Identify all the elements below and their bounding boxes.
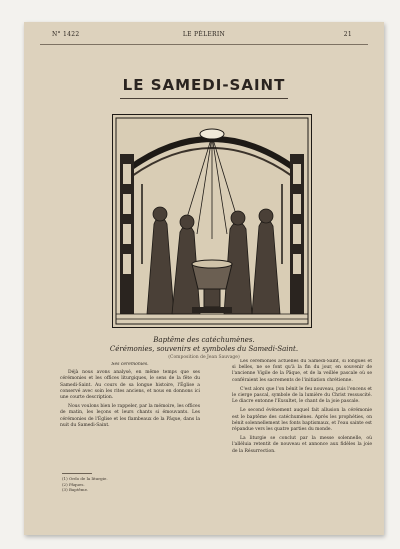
footnotes — [62, 476, 108, 493]
caption-subtitle: Cérémonies, souvenirs et symboles du Samedi-Saint. — [109, 345, 299, 353]
magazine-page — [24, 22, 384, 535]
page-header — [40, 31, 368, 41]
article-title: LE SAMEDI-SAINT — [122, 76, 286, 94]
right-paragraph: C'est alors que l'on bénit le feu nouveau, puis l'encens et le cierge pascal, symbole de la lumière du Christ ressuscité. Le diacre entonne l'Exsultet, le chant de la joie pascale. — [232, 386, 372, 405]
left-paragraph: Nous voulons bien le rappeler, par la mémoire, les offices de matin, les leçons et leurs chants si émouvants. Les cérémonies de l'Église et les flambeaux de la Pâque, dans la nuit du Samedi-Saint. — [60, 404, 200, 428]
page-number: 21 — [343, 31, 352, 38]
right-column — [232, 359, 372, 529]
journal-name: LE PÈLERIN — [182, 31, 226, 38]
right-paragraph: Les cérémonies actuelles du Samedi-Saint, si longues et si belles, ne se font qu'à la fin du jour, en souvenir de l'ancienne Vigile de la Pâque, et de la veillée pascale où se conféraient les sacrements de l'initiation chrétienne. — [232, 359, 372, 383]
illustration-credit: (Composition de Jean Sauvage) — [168, 355, 240, 360]
right-paragraph: Le second événement auquel fait allusion la cérémonie est le baptême des catéchumènes. Après les prophéties, on bénit solennellement les fonts baptismaux, et l'eau sainte est répandue vers les quatre parties du monde. — [232, 408, 372, 433]
footnote: (2) Pâques. — [62, 481, 85, 487]
left-paragraph: Déjà nous avons analysé, en même temps que ses cérémonies et les offices liturgiques, le sens de la fête du Samedi-Saint. Au cours de sa longue histoire, l'Église a conservé avec soin les rites anciens, et nous en donnons ici une courte description. — [60, 370, 200, 401]
caption-title: Baptême des catéchumènes. — [153, 336, 255, 344]
issue-number: N° 1422 — [52, 31, 80, 38]
title-rule — [120, 98, 288, 99]
footnote-rule — [62, 473, 92, 474]
footnote: (1) Ordo de la liturgie. — [62, 476, 108, 481]
baptism-illustration — [112, 114, 312, 328]
left-column — [60, 362, 200, 532]
section-subheading: Ses cérémonies. — [111, 362, 149, 367]
header-rule — [40, 44, 368, 45]
footnote: (3) Baptême. — [62, 487, 89, 493]
right-paragraph: La liturgie se conclut par la messe solennelle, où l'alléluia retentit de nouveau et annonce aux fidèles la joie de la Résurrection. — [232, 436, 372, 454]
